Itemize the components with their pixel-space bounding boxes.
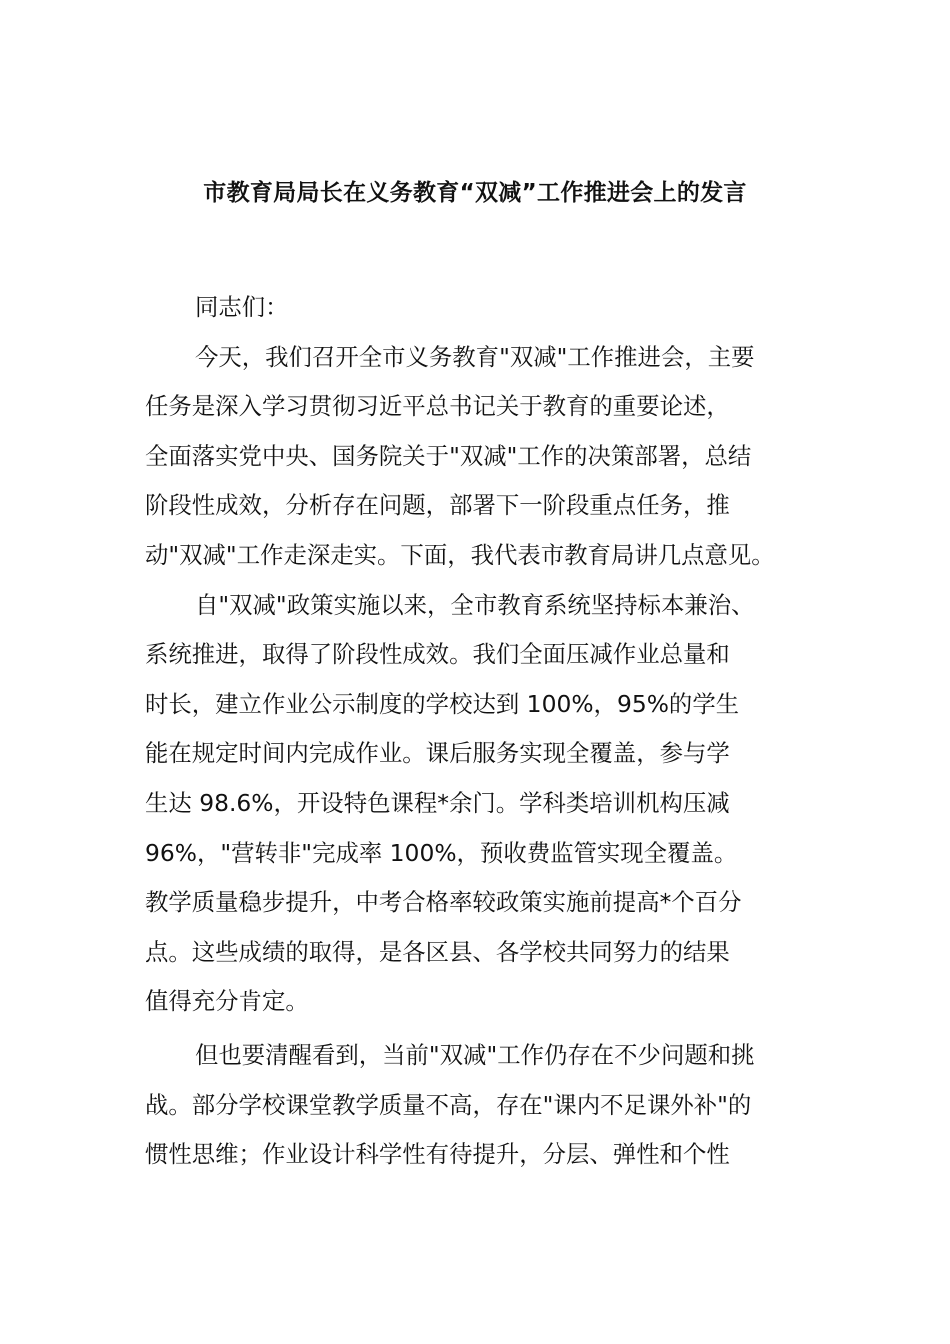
text-line: 自"双减"政策实施以来，全市教育系统坚持标本兼治、 — [195, 590, 755, 619]
paragraph-1 — [145, 333, 825, 581]
text-line: 动"双减"工作走深走实。下面，我代表市教育局讲几点意见。 — [145, 540, 775, 569]
document-title: 市教育局局长在义务教育“双减”工作推进会上的发言 — [203, 180, 747, 207]
paragraph-2 — [145, 581, 825, 1027]
text-line: 今天，我们召开全市义务教育"双减"工作推进会，主要 — [195, 342, 755, 371]
text-line: 能在规定时间内完成作业。课后服务实现全覆盖，参与学 — [145, 739, 730, 768]
text-line: 全面落实党中央、国务院关于"双减"工作的决策部署，总结 — [145, 441, 752, 470]
text-line: 任务是深入学习贯彻习近平总书记关于教育的重要论述， — [145, 392, 730, 421]
text-line: 阶段性成效，分析存在问题，部署下一阶段重点任务，推 — [145, 491, 730, 520]
text-line: 点。这些成绩的取得，是各区县、各学校共同努力的结果 — [145, 937, 730, 966]
text-line: 96%，"营转非"完成率 100%，预收费监管实现全覆盖。 — [145, 838, 738, 867]
text-line: 惯性思维；作业设计科学性有待提升，分层、弹性和个性 — [145, 1140, 730, 1169]
document-body — [145, 283, 825, 1180]
text-line: 系统推进，取得了阶段性成效。我们全面压减作业总量和 — [145, 640, 730, 669]
paragraph-3 — [145, 1031, 825, 1180]
salutation: 同志们： — [195, 293, 289, 321]
text-line: 值得充分肯定。 — [145, 987, 309, 1016]
text-line: 但也要清醒看到，当前"双减"工作仍存在不少问题和挑 — [195, 1040, 755, 1069]
text-line: 教学质量稳步提升，中考合格率较政策实施前提高*个百分 — [145, 888, 742, 917]
text-line: 生达 98.6%，开设特色课程*余门。学科类培训机构压减 — [145, 788, 730, 817]
text-line: 战。部分学校课堂教学质量不高，存在"课内不足课外补"的 — [145, 1090, 752, 1119]
text-line: 时长，建立作业公示制度的学校达到 100%，95%的学生 — [145, 689, 740, 718]
